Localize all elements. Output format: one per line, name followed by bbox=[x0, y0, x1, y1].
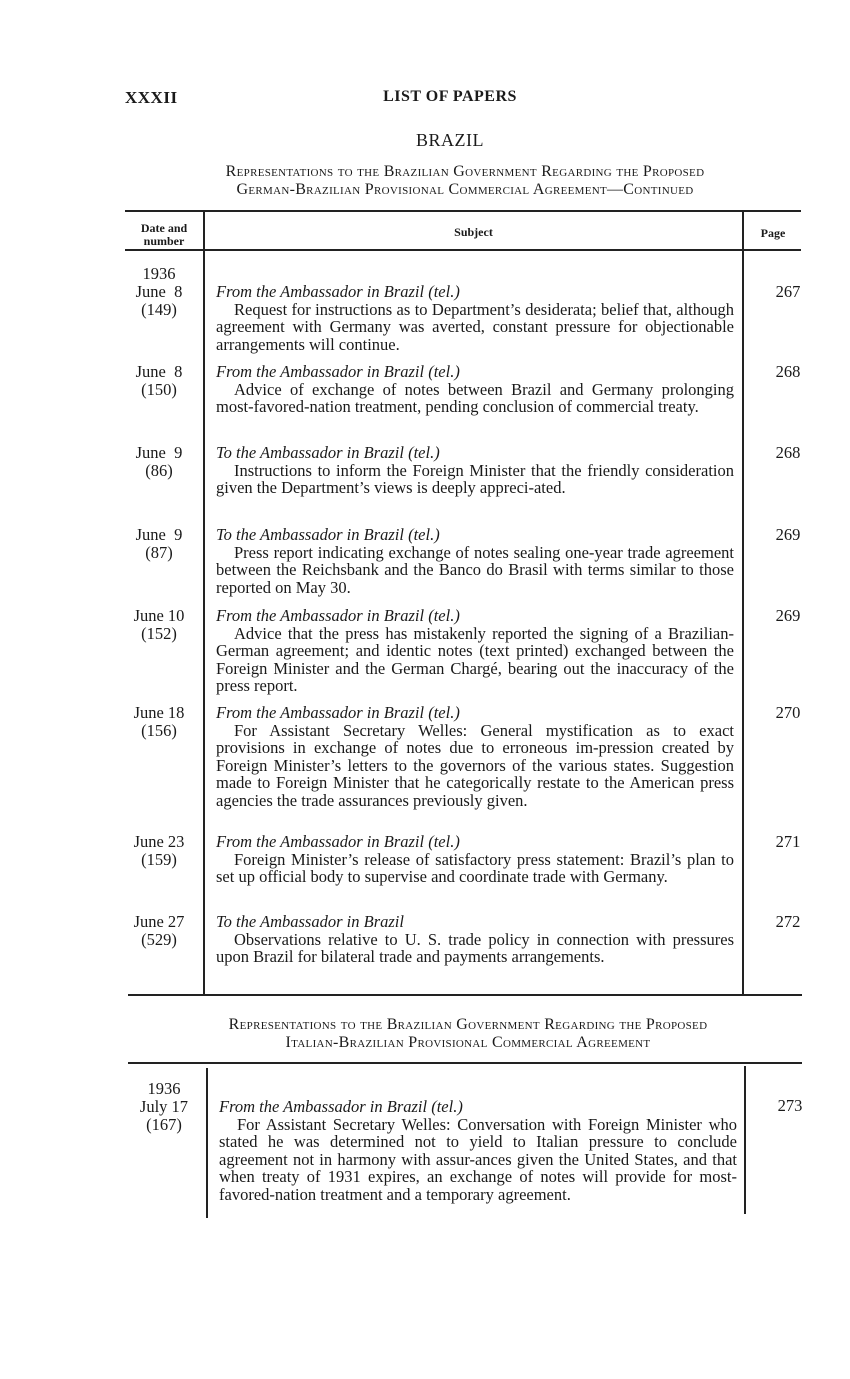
entry-from: To the Ambassador in Brazil (tel.) bbox=[216, 443, 440, 462]
column-header-date-line: number bbox=[143, 234, 185, 248]
table-top-rule bbox=[128, 1062, 802, 1064]
entry-text: Request for instructions as to Department’s desiderata; belief that, although agreement with Germany was averted, constant pressure for objectionable arrangements will continue. bbox=[216, 299, 734, 354]
entry-number: (149) bbox=[141, 300, 177, 319]
entry-date-text: June 8 bbox=[135, 362, 183, 381]
section-title-line: Representations to the Brazilian Government Regarding the Proposed bbox=[225, 163, 705, 180]
entry-subject bbox=[216, 607, 734, 695]
entry-subject bbox=[216, 704, 734, 809]
entry-date bbox=[120, 363, 198, 399]
column-header-date bbox=[125, 222, 203, 248]
entry-number: (529) bbox=[141, 930, 177, 949]
entry-from: From the Ambassador in Brazil (tel.) bbox=[219, 1097, 463, 1116]
entry-number: (87) bbox=[145, 543, 173, 562]
table-bottom-rule bbox=[128, 994, 802, 996]
entry-from: From the Ambassador in Brazil (tel.) bbox=[216, 362, 460, 381]
entry-subject bbox=[216, 526, 734, 596]
entry-number: (152) bbox=[141, 624, 177, 643]
column-divider bbox=[744, 1066, 746, 1214]
column-header-date-line: Date and bbox=[140, 221, 188, 235]
column-divider bbox=[206, 1068, 208, 1218]
entry-page: 268 bbox=[775, 443, 801, 462]
section-title bbox=[125, 163, 805, 199]
entry-date bbox=[120, 607, 198, 643]
entry-subject bbox=[216, 833, 734, 886]
entry-date-text: June 10 bbox=[133, 606, 185, 625]
entry-date-text: June 18 bbox=[133, 703, 185, 722]
entry-text: Instructions to inform the Foreign Minister that the friendly consideration given the Department’s views is deeply appreci-ated. bbox=[216, 460, 734, 497]
entry-from: From the Ambassador in Brazil (tel.) bbox=[216, 832, 460, 851]
entry-date-text: June 27 bbox=[133, 912, 185, 931]
entry-page: 269 bbox=[775, 606, 801, 625]
entry-from: To the Ambassador in Brazil bbox=[216, 912, 404, 931]
entry-date bbox=[120, 444, 198, 480]
entry-page: 272 bbox=[775, 912, 801, 931]
entry-subject bbox=[219, 1098, 737, 1203]
section-title-line: Representations to the Brazilian Government Regarding the Proposed bbox=[228, 1016, 708, 1033]
entry-date-text: June 9 bbox=[135, 525, 183, 544]
entry-number: (167) bbox=[146, 1115, 182, 1134]
country-heading: BRAZIL bbox=[416, 130, 484, 150]
entry-date bbox=[120, 913, 198, 949]
entry-text: For Assistant Secretary Welles: Conversation with Foreign Minister who stated he was determined not to yield to Italian pressure to conclude agreement not in harmony with assur-ances given the United States, and that when treaty of 1931 expires, an exchange of notes will provide for most-favored-nation treatment and a temporary agreement. bbox=[219, 1114, 737, 1204]
entry-date-text: June 8 bbox=[135, 282, 183, 301]
entry-date bbox=[120, 526, 198, 562]
entry-page: 273 bbox=[777, 1096, 803, 1115]
entry-subject bbox=[216, 444, 734, 497]
entry-subject bbox=[216, 283, 734, 353]
entry-text: Press report indicating exchange of notes sealing one-year trade agreement between the Reichsbank and the Banco do Brasil with terms similar to those reported on May 30. bbox=[216, 542, 734, 597]
section-title-line: Italian-Brazilian Provisional Commercial Agreement bbox=[285, 1034, 651, 1051]
entry-number: (159) bbox=[141, 850, 177, 869]
entry-text: Advice that the press has mistakenly reported the signing of a Brazilian-German agreement; and identic notes (text printed) exchanged between the Foreign Minister and the German Chargé, bearing out the inaccuracy of the press report. bbox=[216, 623, 734, 695]
column-divider bbox=[742, 212, 744, 994]
column-header-page: Page bbox=[760, 226, 786, 240]
entry-number: (156) bbox=[141, 721, 177, 740]
section-title-line: German-Brazilian Provisional Commercial Agreement—Continued bbox=[236, 181, 694, 198]
entry-date bbox=[125, 1098, 203, 1134]
entry-from: From the Ambassador in Brazil (tel.) bbox=[216, 282, 460, 301]
entry-text: For Assistant Secretary Welles: General mystification as to exact provisions in exchange of notes due to erroneous im-pression created by Foreign Minister’s letters to the governors of the various states. Suggestion made to Foreign Minister that he categorically restate to the American press agencies the trade assurances previously given. bbox=[216, 720, 734, 810]
section-title bbox=[128, 1016, 808, 1052]
entry-date bbox=[120, 283, 198, 319]
entry-page: 267 bbox=[775, 282, 801, 301]
table-top-rule bbox=[125, 210, 801, 212]
entry-page: 268 bbox=[775, 362, 801, 381]
entry-from: From the Ambassador in Brazil (tel.) bbox=[216, 606, 460, 625]
entry-from: To the Ambassador in Brazil (tel.) bbox=[216, 525, 440, 544]
entry-page: 270 bbox=[775, 703, 801, 722]
entry-date-text: June 23 bbox=[133, 832, 185, 851]
entry-text: Advice of exchange of notes between Brazil and Germany prolonging most-favored-nation treatment, pending conclusion of commercial treaty. bbox=[216, 379, 734, 416]
entry-date-text: July 17 bbox=[139, 1097, 189, 1116]
entry-date bbox=[120, 704, 198, 740]
entry-text: Observations relative to U. S. trade policy in connection with pressures upon Brazil for bilateral trade and payments arrangements. bbox=[216, 929, 734, 966]
entry-page: 271 bbox=[775, 832, 801, 851]
column-header-subject: Subject bbox=[454, 225, 493, 239]
table-header-rule bbox=[125, 249, 801, 251]
entry-number: (150) bbox=[141, 380, 177, 399]
page-number: XXXII bbox=[125, 88, 178, 107]
running-title: LIST OF PAPERS bbox=[383, 88, 517, 105]
entry-page: 269 bbox=[775, 525, 801, 544]
column-divider bbox=[203, 212, 205, 994]
entry-number: (86) bbox=[145, 461, 173, 480]
entry-from: From the Ambassador in Brazil (tel.) bbox=[216, 703, 460, 722]
entry-text: Foreign Minister’s release of satisfactory press statement: Brazil’s plan to set up official body to supervise and coordinate trade with Germany. bbox=[216, 849, 734, 886]
entry-subject bbox=[216, 913, 734, 966]
entry-year: 1936 bbox=[142, 264, 176, 283]
entry-date bbox=[120, 833, 198, 869]
entry-subject bbox=[216, 363, 734, 416]
entry-date-text: June 9 bbox=[135, 443, 183, 462]
entry-year: 1936 bbox=[147, 1079, 181, 1098]
